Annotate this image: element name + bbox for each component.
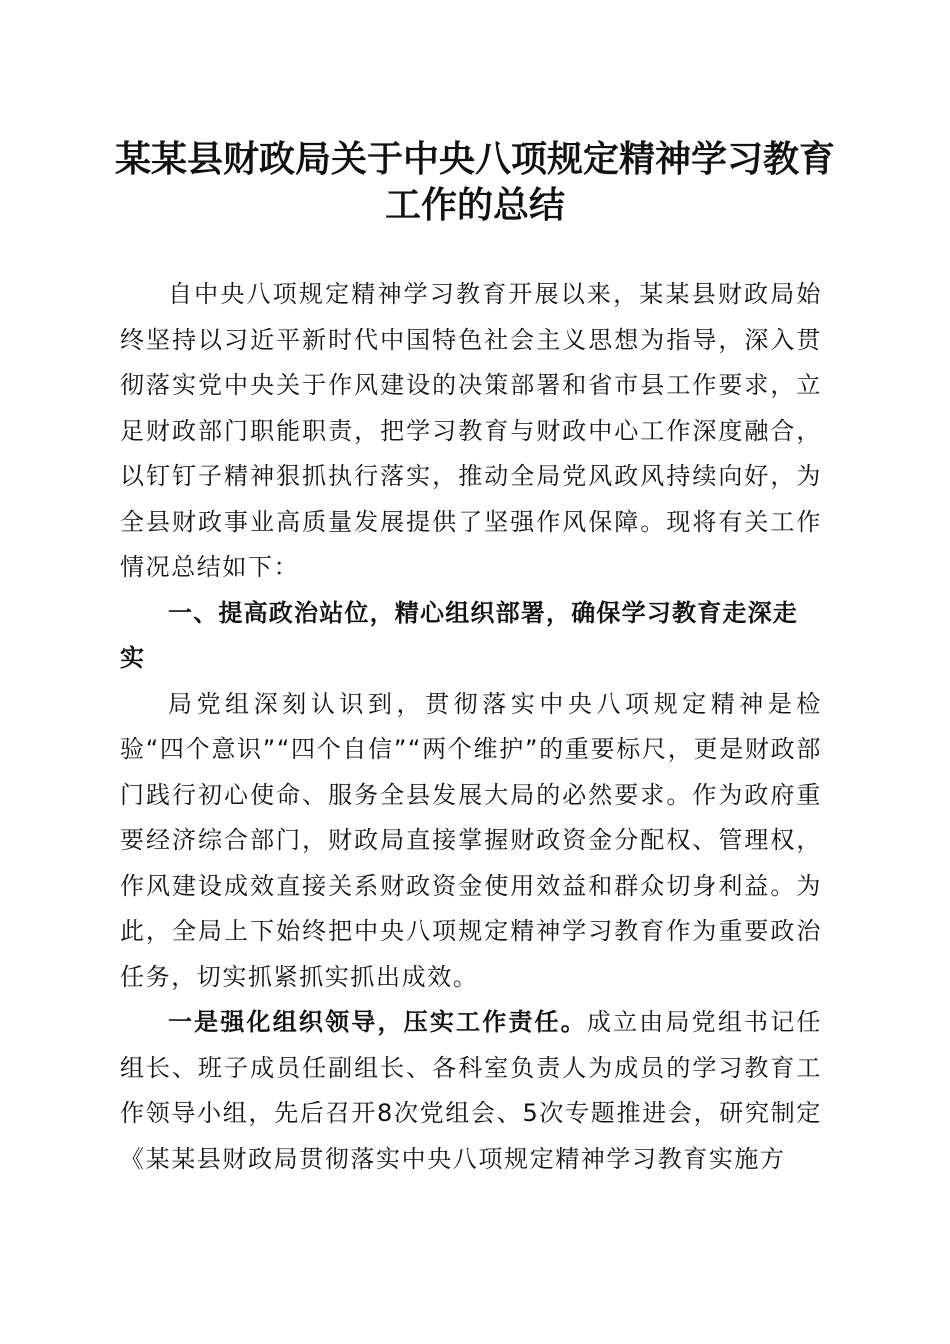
document-title (60, 136, 890, 228)
point-1-paragraph (120, 1000, 822, 1182)
section-1-paragraph: 局党组深刻认识到，贯彻落实中央八项规定精神是检验“四个意识”“四个自信”“两个维护”的重要标尺，更是财政部门践行初心使命、服务全县发展大局的必然要求。作为政府重要经济综合部门，财政局直接掌握财政资金分配权、管理权，作风建设成效直接关系财政资金使用效益和群众切身利益。为此，全局上下始终把中央八项规定精神学习教育作为重要政治任务，切实抓紧抓实抓出成效。 (120, 689, 822, 991)
section-1-heading: 一、提高政治站位，精心组织部署，确保学习教育走深走实 (120, 598, 798, 672)
title-line-1: 某某县财政局关于中央八项规定精神学习教育 (114, 138, 835, 180)
point-1-text: 成立由局党组书记任组长、班子成员任副组长、各科室负责人为成员的学习教育工作领导小组，先后召开8次党组会、5次专题推进会，研究制定《某某县财政局贯彻落实中央八项规定精神学习教育实施方 (120, 1008, 822, 1173)
title-line-2: 工作的总结 (384, 184, 565, 226)
point-1-lead: 一是强化组织领导，压实工作责任。 (168, 1008, 587, 1036)
intro-paragraph: 自中央八项规定精神学习教育开展以来，某某县财政局始终坚持以习近平新时代中国特色社会主义思想为指导，深入贯彻落实党中央关于作风建设的决策部署和省市县工作要求，立足财政部门职能职责，把学习教育与财政中心工作深度融合，以钉钉子精神狠抓执行落实，推动全局党风政风持续向好，为全县财政事业高质量发展提供了坚强作风保障。现将有关工作情况总结如下： (120, 280, 822, 581)
document-body (120, 272, 822, 1182)
